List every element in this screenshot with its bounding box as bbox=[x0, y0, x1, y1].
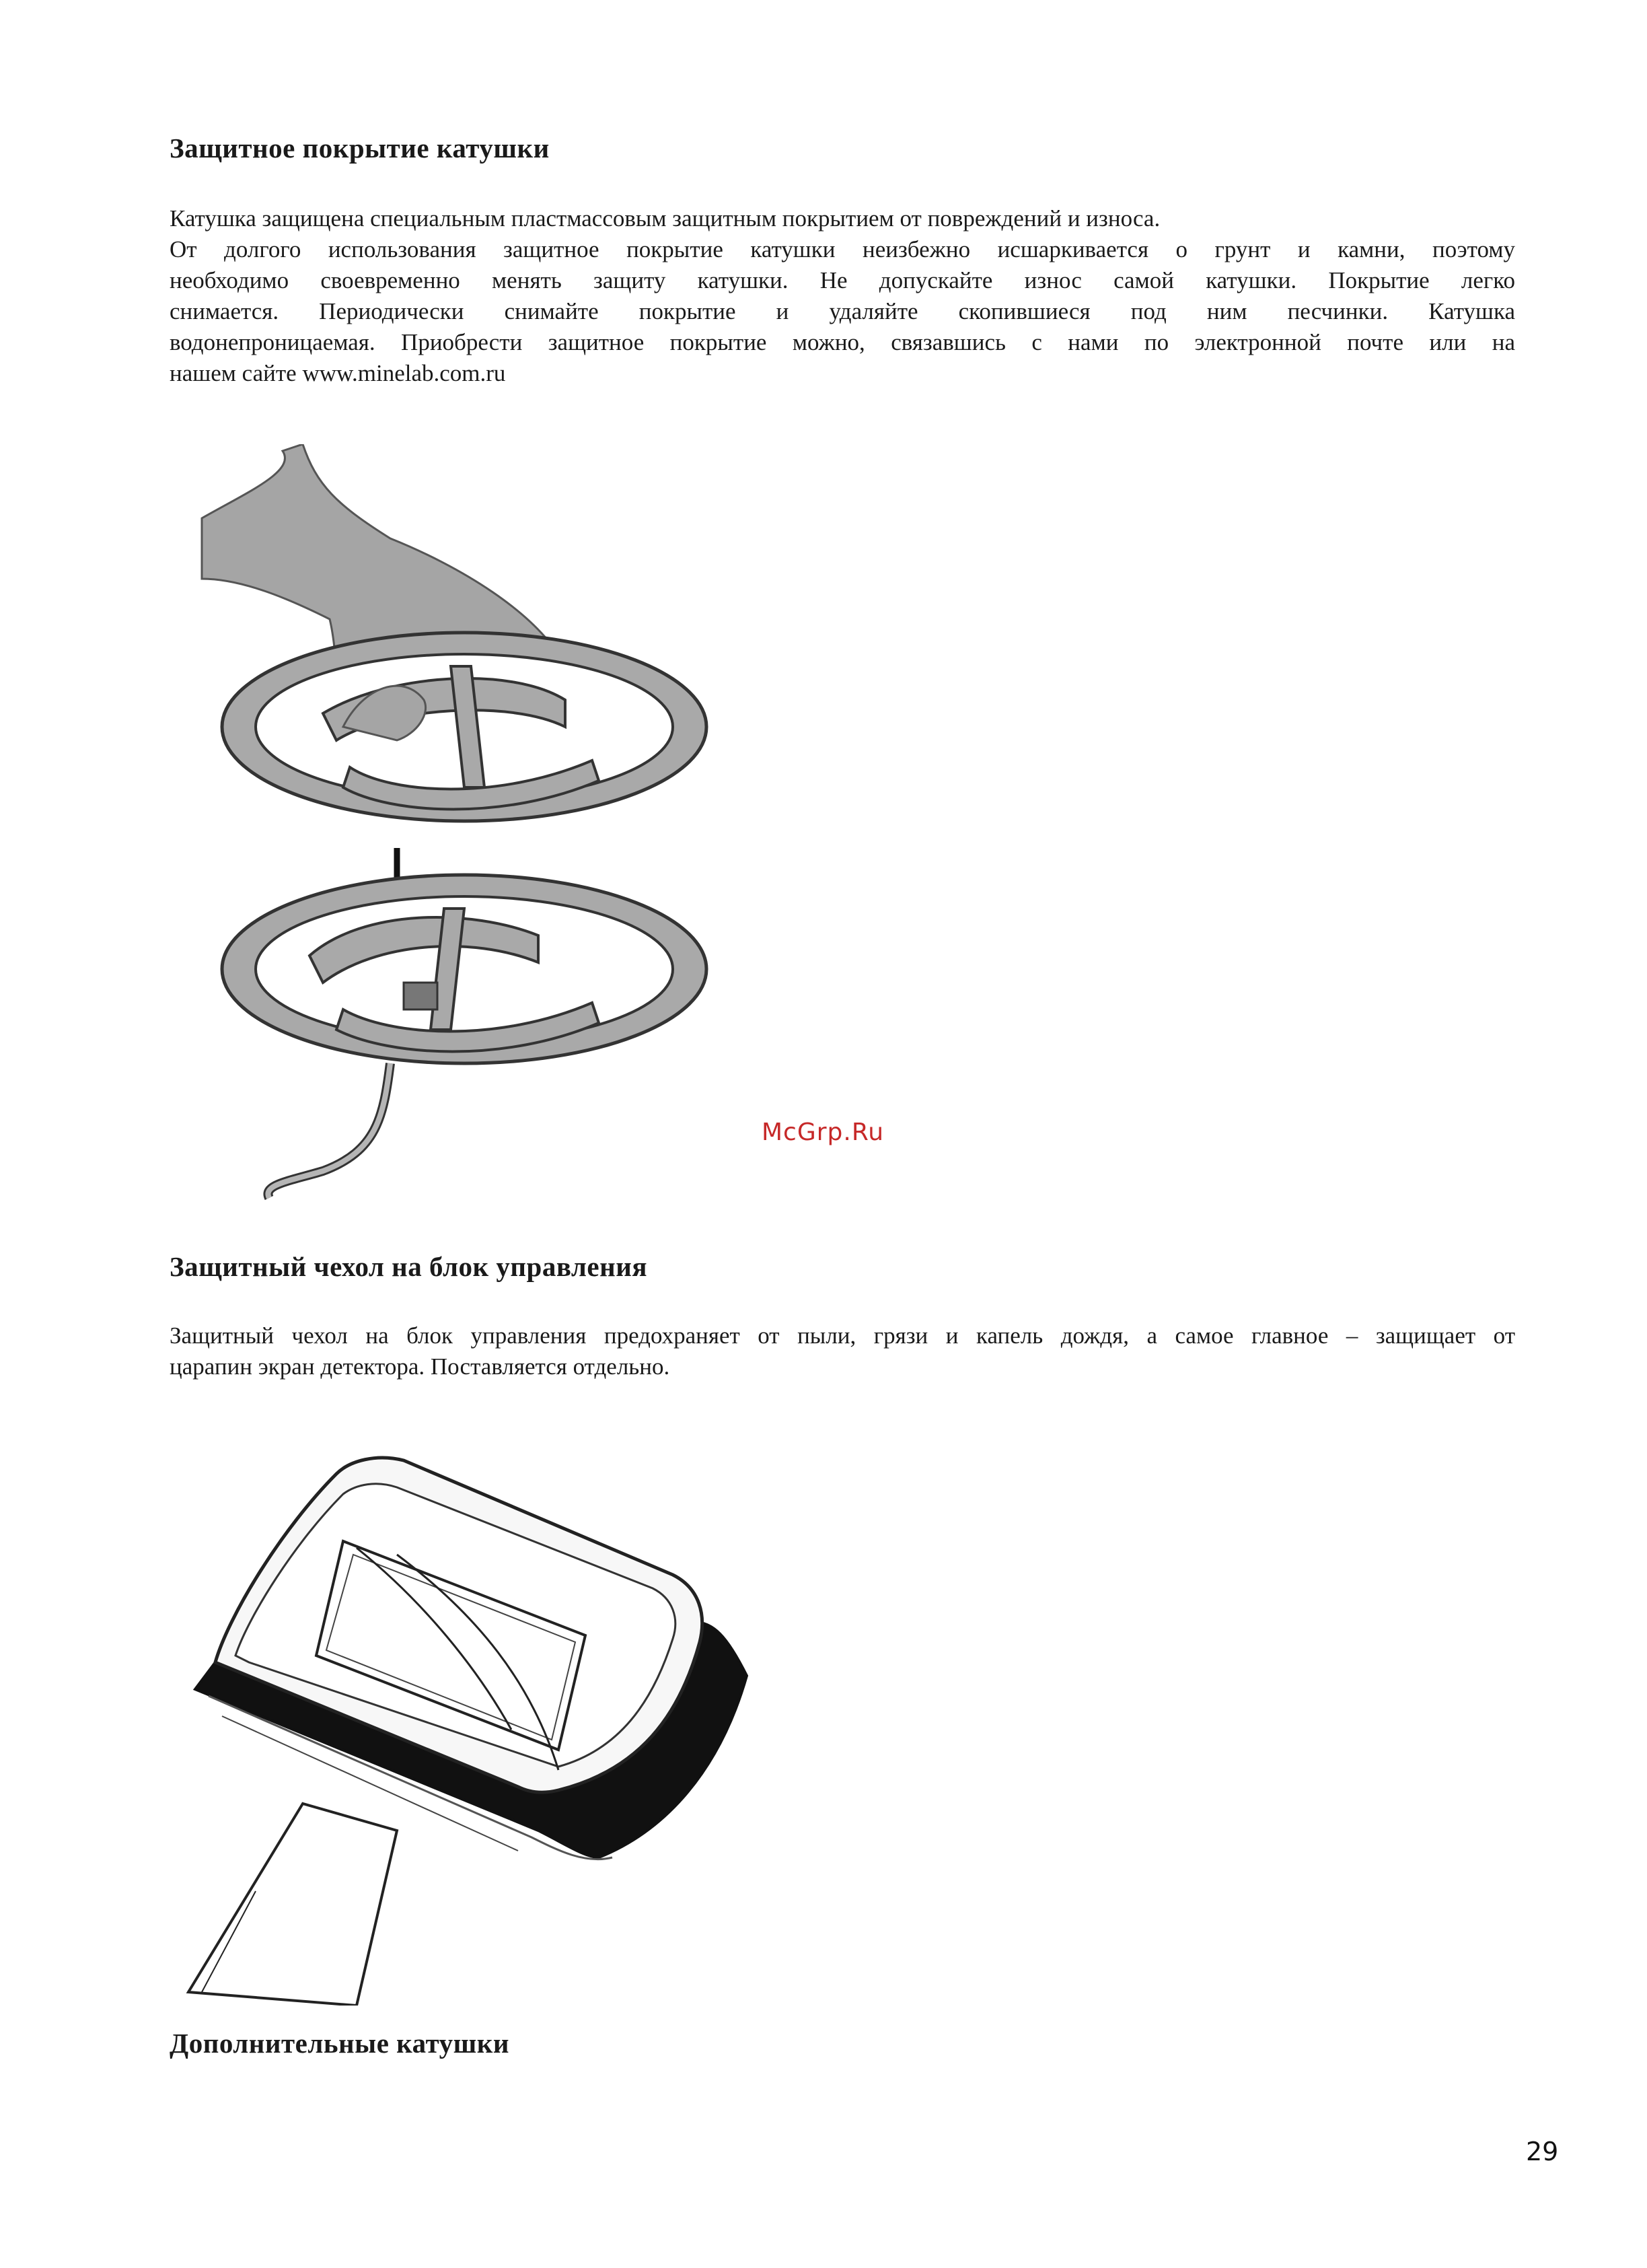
watermark: McGrp.Ru bbox=[762, 1119, 885, 1146]
control-box-cover-line-1: Защитный чехол на блок управления предохраняет от пыли, грязи и капель дождя, а самое главное – защищает от bbox=[170, 1322, 1515, 1349]
coil-cover-paragraph bbox=[170, 203, 1515, 389]
coil-cover-line-5: водонепроницаемая. Приобрести защитное покрытие можно, связавшись с нами по электронной почте или на bbox=[170, 329, 1515, 355]
extra-coils-heading: Дополнительные катушки bbox=[170, 2028, 510, 2059]
coil-cover-line-1: Катушка защищена специальным пластмассовым защитным покрытием от повреждений и износа. bbox=[170, 205, 1161, 232]
coil-cover-line-6: нашем сайте www.minelab.com.ru bbox=[170, 360, 506, 386]
coil-cover-heading: Защитное покрытие катушки bbox=[170, 133, 550, 164]
control-box-cover-heading: Защитный чехол на блок управления bbox=[170, 1251, 648, 1282]
coil-cover-line-2: От долгого использования защитное покрытие катушки неизбежно исшаркивается о грунт и камни, поэтому bbox=[170, 236, 1515, 262]
control-box-cover-illustration bbox=[182, 1454, 760, 2006]
coil-cover-line-4: снимается. Периодически снимайте покрытие и удаляйте скопившиеся под ним песчинки. Катушка bbox=[170, 298, 1515, 324]
control-box-cover-line-2: царапин экран детектора. Поставляется отдельно. bbox=[170, 1353, 670, 1380]
coil-cover-line-3: необходимо своевременно менять защиту катушки. Не допускайте износ самой катушки. Покрытие легко bbox=[170, 267, 1515, 293]
coil-cover-illustration bbox=[188, 444, 713, 1218]
control-box-cover-paragraph bbox=[170, 1320, 1515, 1382]
page-number: 29 bbox=[1526, 2137, 1559, 2166]
